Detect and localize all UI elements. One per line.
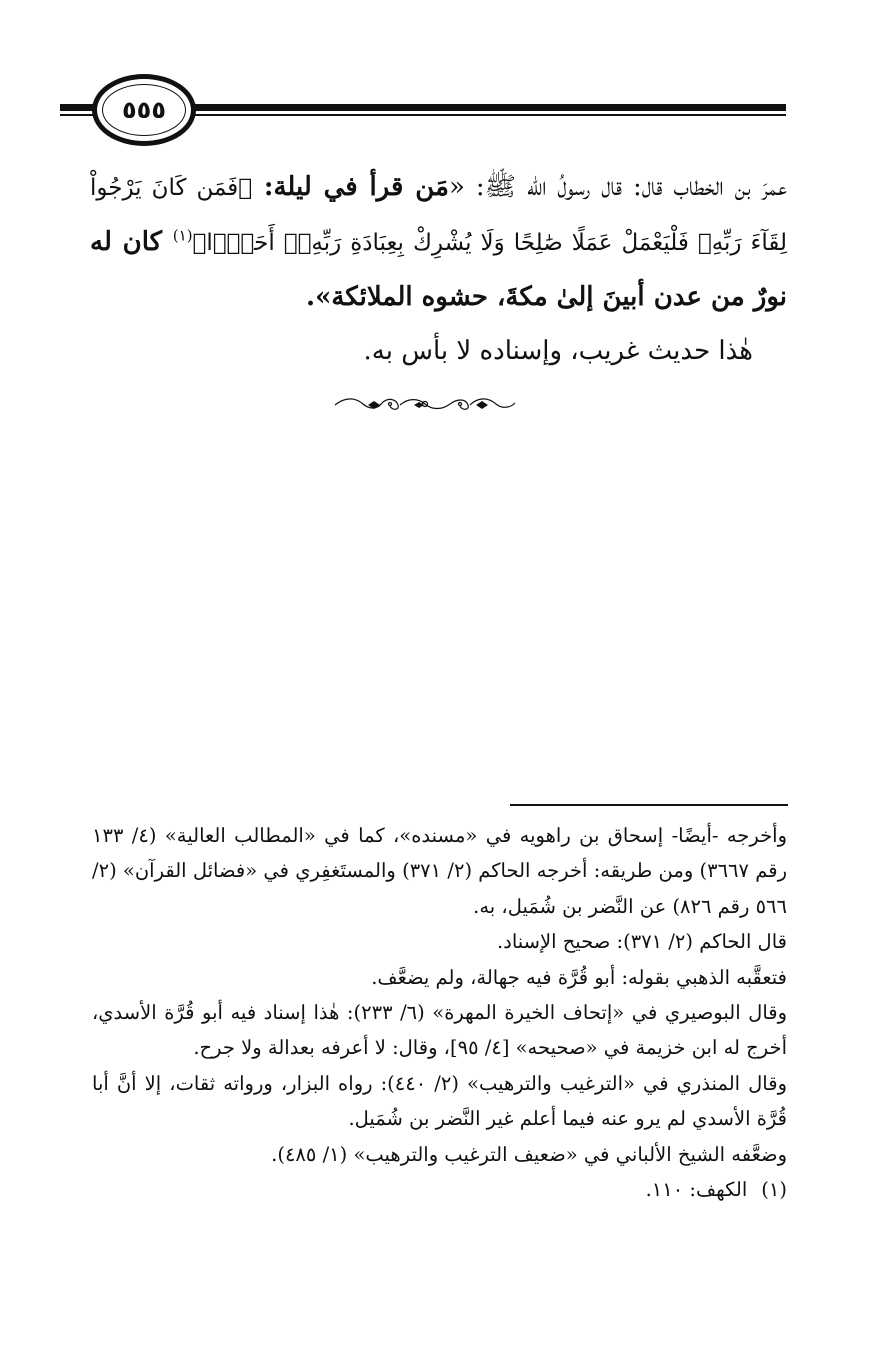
hadith-start: مَن قرأ في ليلة: — [252, 172, 449, 202]
hadith-paragraph — [90, 160, 787, 324]
main-text — [90, 160, 787, 378]
grading-paragraph: هٰذا حديث غريب، وإسناده لا بأس به. — [363, 336, 753, 366]
footnote-takhrij-6: وضعَّفه الشيخ الألباني في «ضعيف الترغيب والترهيب» (١/ ٤٨٥). — [271, 1142, 787, 1166]
quran-verse: ﴿فَمَن كَانَ يَرْجُواْ لِقَآءَ رَبِّهِۦ فَلْيَعْمَلْ عَمَلًا صَٰلِحًا وَلَا يُشْرِكْ بِعِبَادَةِ رَبِّهِۦٓ أَحَدًۢا﴾ — [90, 175, 787, 256]
footnote-takhrij-1: وأخرجه -أيضًا- إسحاق بن راهويه في «مسنده»، كما في «المطالب العالية» (٤/ ١٣٣ رقم ٣٦٦٧) ومن طريقه: أخرجه الحاكم (٢/ ٣٧١) والمستَغفِري في «فضائل القرآن» (٢/ ٥٦٦ رقم ٨٢٦) عن النَّضر بن شُمَيل، به. — [92, 824, 787, 918]
footnote-reference — [92, 1172, 787, 1207]
hadith-lead: عمرَ بن الخطاب قال: قال رسولُ الله ﷺ: « — [448, 172, 788, 202]
floral-divider-ornament-icon — [330, 393, 520, 415]
footnote-reference-marker: (١) — [761, 1178, 787, 1202]
page-header — [60, 70, 786, 150]
footnotes — [92, 818, 787, 1207]
footnote-takhrij-4: وقال البوصيري في «إتحاف الخيرة المهرة» (٦/ ٢٣٣): هٰذا إسناد فيه أبو قُرَّة الأسدي، أخرج له ابن خزيمة في «صحيحه» [٤/ ٩٥]، وقال: لا أعرفه بعدالة ولا جرح. — [92, 1001, 787, 1060]
footnote-reference-text: الكهف: ١١٠. — [645, 1178, 748, 1202]
hadith-closing: ». — [306, 282, 332, 312]
footnote-separator — [510, 804, 788, 806]
footnote-takhrij-2: قال الحاكم (٢/ ٣٧١): صحيح الإسناد. — [496, 930, 787, 954]
page-number: ٥٥٥ — [122, 96, 166, 124]
hadith-end: كان له نورٌ من عدن أبينَ إلىٰ مكةَ، حشوه الملائكة — [90, 227, 787, 312]
footnote-takhrij-5: وقال المنذري في «الترغيب والترهيب» (٢/ ٤٤٠): رواه البزار، ورواته ثقات، إلا أنَّ أبا قُرَّة الأسدي لم يرو عنه فيما أعلم غير النَّضر بن شُمَيل. — [92, 1071, 787, 1131]
footnote-marker[interactable]: (١) — [172, 226, 193, 245]
footnote-takhrij-3: فتعقَّبه الذهبي بقوله: أبو قُرَّة فيه جهالة، ولم يضعَّف. — [371, 965, 787, 989]
page-number-badge — [92, 74, 196, 146]
